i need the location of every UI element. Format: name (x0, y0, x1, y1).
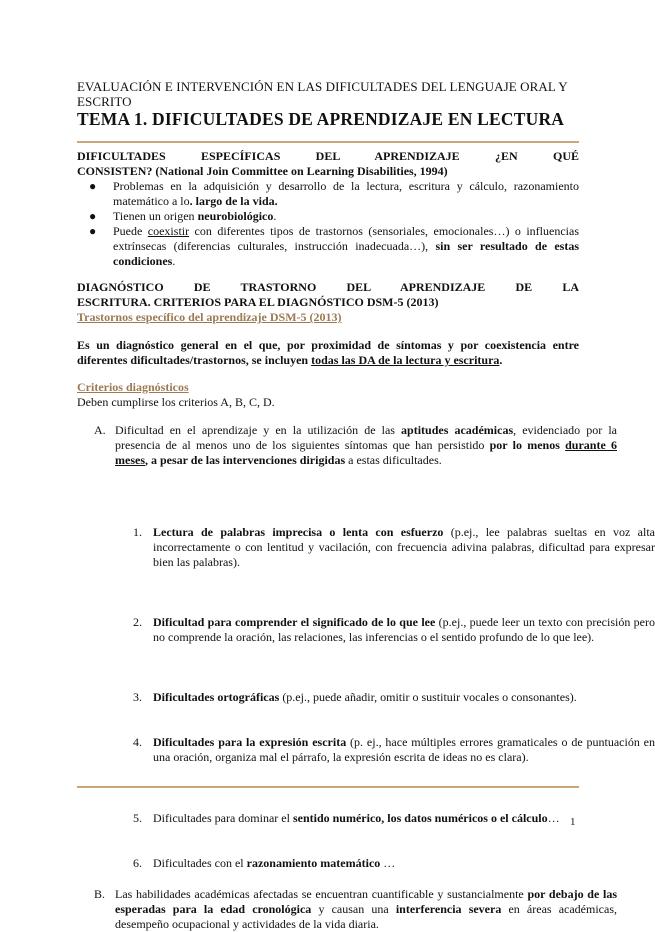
section1-bullet-list (77, 179, 579, 269)
criteria-intro: Deben cumplirse los criterios A, B, C, D. (77, 395, 275, 409)
page-title: TEMA 1. DIFICULTADES DE APRENDIZAJE EN LECTURA (77, 109, 565, 129)
top-divider (77, 141, 579, 143)
criteria-block (77, 380, 579, 410)
criterion-marker: B. (94, 887, 106, 901)
section1-heading-line1: DIFICULTADES ESPECÍFICAS DEL APRENDIZAJE ¿EN QUÉ (77, 149, 579, 163)
item-marker: 2. (133, 615, 142, 629)
item-marker: 4. (133, 735, 142, 749)
diagnosis-intro: Es un diagnóstico general en el que, por proximidad de síntomas y por coexistencia entre diferentes dificultades/trastornos, se incluyen todas las DA de la lectura y escritura. (77, 338, 579, 367)
section2-heading-line1: DIAGNÓSTICO DE TRASTORNO DEL APRENDIZAJE DE LA (77, 280, 579, 294)
item-marker: 3. (133, 690, 142, 704)
section-dificultades (77, 149, 579, 269)
criterion-marker: A. (94, 423, 106, 437)
section1-heading-line2: CONSISTEN? (National Join Committee on Learning Disabilities, 1994) (77, 164, 448, 178)
list-item: 4. Dificultades para la expresión escrita (p. ej., hace múltiples errores gramaticales o de puntuación en una oración, organiza mal el párrafo, la expresión escrita de ideas no es clara). (133, 735, 655, 764)
list-item: 3. Dificultades ortográficas (p.ej., puede añadir, omitir o sustituir vocales o consonantes). (133, 690, 577, 704)
list-item: ● Tienen un origen neurobiológico. (89, 209, 277, 223)
item-marker: 6. (133, 856, 142, 870)
document-page (77, 0, 655, 931)
list-item: 5. Dificultades para dominar el sentido numérico, los datos numéricos o el cálculo… (133, 811, 560, 825)
bottom-divider (77, 786, 579, 788)
list-item: ● Puede coexistir con diferentes tipos de trastornos (sensoriales, emocionales…) o influencias extrínsecas (diferencias culturales, instrucción inadecuada…), sin ser resultado de estas condiciones. (89, 224, 579, 268)
list-item: ● Problemas en la adquisición y desarrollo de la lectura, escritura y cálculo, razonamiento matemático a lo. largo de la vida. (89, 179, 579, 208)
bullet-icon: ● (89, 209, 97, 223)
dsm5-subheading: Trastornos específico del aprendizaje DSM-5 (2013) (77, 310, 342, 324)
criterion-b: B. Las habilidades académicas afectadas se encuentran cuantificable y sustancialmente por debajo de las esperadas para la edad cronológica y causan una interferencia severa en áreas académicas, desempeño ocupacional y actividades de la vida diaria. (94, 887, 618, 931)
bullet-icon: ● (89, 224, 97, 238)
course-title: EVALUACIÓN E INTERVENCIÓN EN LAS DIFICULTADES DEL LENGUAJE ORAL Y ESCRITO (77, 79, 568, 109)
list-item: 1. Lectura de palabras imprecisa o lenta con esfuerzo (p.ej., lee palabras sueltas en voz alta incorrectamente o con lentitud y vacilación, con frecuencia adivina palabras, dificultad para expresar bien las palabras). (133, 525, 655, 569)
item-marker: 5. (133, 811, 142, 825)
bullet-icon: ● (89, 179, 97, 193)
criterion-a: A. Dificultad en el aprendizaje y en la utilización de las aptitudes académicas, evidenciado por la presencia de al menos uno de los siguientes síntomas que han persistido por lo menos durante 6 meses, a pesar de las intervenciones dirigidas a estas dificultades. (94, 423, 617, 467)
section-diagnostico (77, 280, 579, 325)
page-number: 1 (570, 816, 576, 828)
list-item: 2. Dificultad para comprender el significado de lo que lee (p.ej., puede leer un texto con precisión pero no comprende la oración, las relaciones, las inferencias o el sentido profundo de lo que lee). (133, 615, 655, 644)
section2-heading-line2: ESCRITURA. CRITERIOS PARA EL DIAGNÓSTICO DSM-5 (2013) (77, 295, 439, 309)
item-marker: 1. (133, 525, 142, 539)
criteria-heading: Criterios diagnósticos (77, 380, 189, 394)
list-item: 6. Dificultades con el razonamiento matemático … (133, 856, 396, 870)
